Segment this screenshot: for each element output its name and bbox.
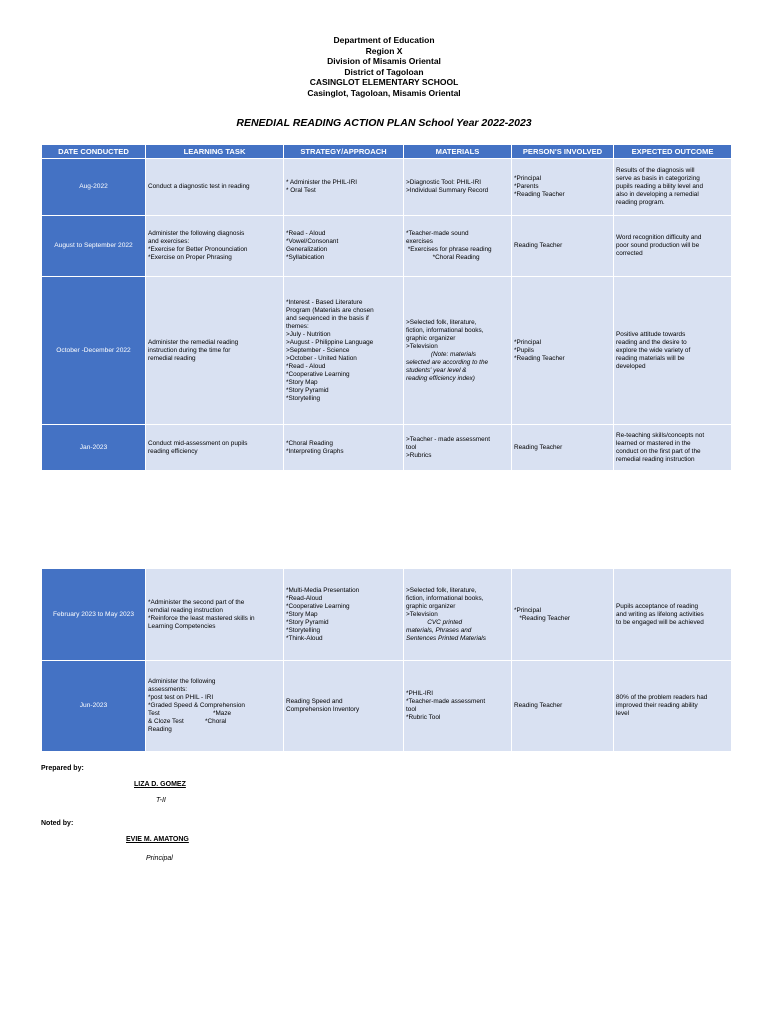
cell-text-line: assessments: <box>148 686 188 693</box>
cell-text-line: corrected <box>616 250 643 257</box>
cell-text-line: Comprehension Inventory <box>286 706 360 713</box>
materials-note-line: Sentences Printed Materials <box>406 634 486 642</box>
cell-text-line: >Teacher - made assessment <box>406 435 491 443</box>
cell-text-line: *Reinforce the least mastered skills in <box>148 614 255 622</box>
date-conducted-cell: August to September 2022 <box>42 216 146 277</box>
date-conducted-cell: Jun-2023 <box>42 661 146 752</box>
cell-text-line: developed <box>616 362 646 370</box>
cell-text-line: & Cloze Test *Choral <box>148 718 227 725</box>
cell-text-line: >Selected folk, literature, <box>406 318 477 326</box>
header-line: Casinglot, Tagoloan, Misamis Oriental <box>307 87 461 98</box>
cell-text-line: *Rubric Tool <box>406 714 441 721</box>
cell-text-line: improved their reading ability <box>616 702 698 709</box>
cell-text-line: *Graded Speed & Comprehension <box>148 702 245 709</box>
header-line: Division of Misamis Oriental <box>327 56 441 66</box>
preparer-name: LIZA D. GOMEZ <box>134 781 186 788</box>
action-plan-table-part-1 <box>41 144 732 471</box>
persons-involved-cell <box>512 159 614 216</box>
cell-text-line: pupils reading a bility level and <box>616 183 704 190</box>
cell-text-line: reading efficiency <box>148 447 198 455</box>
cell-text-line: Reading Speed and <box>286 698 343 705</box>
action-plan-table-part-2 <box>41 568 732 752</box>
learning-task-cell <box>146 661 284 752</box>
expected-outcome-cell <box>614 425 732 471</box>
cell-text-line: Reading Teacher <box>514 242 563 249</box>
table-row <box>42 425 732 471</box>
cell-text-line: *Story Map <box>286 378 318 386</box>
header-line: CASINGLOT ELEMENTARY SCHOOL <box>309 77 459 87</box>
cell-text-line: graphic organizer <box>406 334 456 342</box>
cell-text-line: conduct on the first part of the <box>616 447 701 455</box>
persons-involved-cell <box>512 425 614 471</box>
cell-text-line: Pupils acceptance of reading <box>616 602 699 610</box>
cell-text-line: *Teacher-made sound <box>406 230 469 237</box>
cell-text-line: *Storytelling <box>286 394 321 402</box>
cell-text-line: *Read-Aloud <box>286 594 323 602</box>
cell-text-line: and writing as lifelong activities <box>616 610 704 618</box>
strategy-cell <box>284 661 404 752</box>
column-header-strategy: STRATEGY/APPROACH <box>284 145 404 159</box>
cell-text-line: *PHIL-IRI <box>406 690 433 697</box>
cell-text-line: *Cooperative Learning <box>286 602 350 610</box>
cell-text-line: graphic organizer <box>406 602 456 610</box>
strategy-cell <box>284 216 404 277</box>
cell-text-line: *Choral Reading <box>406 254 480 261</box>
cell-text-line: Reading Teacher <box>514 443 563 451</box>
cell-text-line: also in developing a remedial <box>616 191 699 198</box>
cell-text-line: remedial reading instruction <box>616 455 695 463</box>
cell-text-line: Results of the diagnosis will <box>616 167 695 174</box>
column-header-outcome: EXPECTED OUTCOME <box>614 145 732 159</box>
materials-cell <box>404 277 512 425</box>
cell-text-line: remdial reading instruction <box>148 606 223 614</box>
cell-text-line: serve as basis in categorizing <box>616 175 700 182</box>
expected-outcome-cell <box>614 216 732 277</box>
expected-outcome-cell <box>614 277 732 425</box>
cell-text-line: Learning Competencies <box>148 622 216 630</box>
cell-text-line: *Story Pyramid <box>286 618 329 626</box>
column-header-task: LEARNING TASK <box>146 145 284 159</box>
cell-text-line: *Reading Teacher <box>514 354 565 362</box>
cell-text-line: Administer the remedial reading <box>148 338 239 346</box>
cell-text-line: level <box>616 710 630 717</box>
cell-text-line: fiction, informational books, <box>406 594 484 602</box>
cell-text-line: remedial reading <box>148 354 196 362</box>
date-conducted-cell: Aug-2022 <box>42 159 146 216</box>
cell-text-line: Reading Teacher <box>514 702 563 709</box>
materials-note-line: reading efficiency index) <box>406 374 475 382</box>
materials-note-line: materials, Phrases and <box>406 626 472 634</box>
cell-text-line: Word recognition difficulty and <box>616 234 702 241</box>
cell-text-line: >Diagnostic Tool: PHIL-IRI <box>406 179 482 186</box>
document-header <box>0 35 768 98</box>
strategy-cell <box>284 277 404 425</box>
learning-task-cell <box>146 425 284 471</box>
table-row <box>42 216 732 277</box>
strategy-cell <box>284 159 404 216</box>
cell-text-line: *Parents <box>514 183 539 190</box>
header-line: District of Tagoloan <box>344 66 424 77</box>
materials-cell <box>404 569 512 661</box>
cell-text-line: *Storytelling <box>286 626 321 634</box>
materials-note-line: (Note: materials <box>406 350 476 358</box>
cell-text-line: and exercises: <box>148 238 190 245</box>
date-conducted-cell: February 2023 to May 2023 <box>42 569 146 661</box>
cell-text-line: *Choral Reading <box>286 439 333 447</box>
cell-text-line: * Oral Test <box>286 187 316 194</box>
cell-text-line: to be engaged will be achieved <box>616 618 704 626</box>
table-header-row <box>42 145 732 159</box>
cell-text-line: *Interest - Based Literature <box>286 298 363 306</box>
cell-text-line: Reading <box>148 726 172 733</box>
materials-cell <box>404 159 512 216</box>
cell-text-line: *Cooperative Learning <box>286 370 350 378</box>
noted-by-label: Noted by: <box>41 820 74 827</box>
cell-text-line: reading and the desire to <box>616 338 687 346</box>
cell-text-line: *Multi-Media Presentation <box>286 586 360 594</box>
learning-task-cell <box>146 277 284 425</box>
cell-text-line: *Syllabication <box>286 254 325 261</box>
expected-outcome-cell <box>614 159 732 216</box>
strategy-cell <box>284 425 404 471</box>
noter-position: Principal <box>146 855 173 862</box>
header-line: Department of Education <box>333 35 435 45</box>
cell-text-line: >August - Philippine Language <box>286 338 374 346</box>
materials-cell <box>404 425 512 471</box>
cell-text-line: >Television <box>406 610 438 618</box>
cell-text-line: *Pupils <box>514 346 534 354</box>
preparer-position: T-II <box>156 797 166 804</box>
cell-text-line: *Teacher-made assessment <box>406 698 486 705</box>
cell-text-line: themes: <box>286 322 309 330</box>
cell-text-line: * Administer the PHIL-IRI <box>286 179 358 186</box>
cell-text-line: Conduct mid-assessment on pupils <box>148 439 248 447</box>
strategy-cell <box>284 569 404 661</box>
cell-text-line: Administer the following <box>148 678 216 685</box>
document-title: RENEDIAL READING ACTION PLAN School Year 2022-2023 <box>236 117 532 129</box>
cell-text-line: *Exercises for phrase reading <box>406 246 492 253</box>
table-row <box>42 661 732 752</box>
cell-text-line: fiction, informational books, <box>406 326 484 334</box>
materials-cell <box>404 216 512 277</box>
cell-text-line: *Principal <box>514 175 541 182</box>
cell-text-line: exercises <box>406 238 433 245</box>
cell-text-line: reading materials will be <box>616 354 685 362</box>
cell-text-line: reading program. <box>616 199 665 206</box>
cell-text-line: *Administer the second part of the <box>148 598 245 606</box>
column-header-date: DATE CONDUCTED <box>42 145 146 159</box>
cell-text-line: >Individual Summary Record <box>406 187 489 194</box>
cell-text-line: *Interpreting Graphs <box>286 447 344 455</box>
cell-text-line: *Reading Teacher <box>514 614 571 622</box>
date-conducted-cell: October -December 2022 <box>42 277 146 425</box>
table-row <box>42 569 732 661</box>
cell-text-line: >July - Nutrition <box>286 330 331 338</box>
cell-text-line: Program (Materials are chosen <box>286 306 374 314</box>
header-line: Region X <box>365 45 403 56</box>
cell-text-line: Re-teaching skills/concepts not <box>616 431 705 439</box>
cell-text-line: poor sound production will be <box>616 242 700 249</box>
noter-name: EVIE M. AMATONG <box>126 836 189 843</box>
cell-text-line: >Selected folk, literature, <box>406 586 477 594</box>
cell-text-line: tool <box>406 706 417 713</box>
cell-text-line: Test *Maze <box>148 710 232 717</box>
cell-text-line: *Vowel/Consonant <box>286 238 339 245</box>
persons-involved-cell <box>512 216 614 277</box>
materials-note-line: students' year level & <box>406 366 467 374</box>
cell-text-line: explore the wide variety of <box>616 346 691 354</box>
persons-involved-cell <box>512 277 614 425</box>
column-header-materials: MATERIALS <box>404 145 512 159</box>
cell-text-line: Generalization <box>286 246 328 253</box>
expected-outcome-cell <box>614 661 732 752</box>
cell-text-line: *Think-Aloud <box>286 634 323 642</box>
cell-text-line: >Television <box>406 342 438 350</box>
cell-text-line: *Principal <box>514 606 541 614</box>
cell-text-line: instruction during the time for <box>148 346 231 354</box>
cell-text-line: >September - Science <box>286 346 350 354</box>
date-conducted-cell: Jan-2023 <box>42 425 146 471</box>
cell-text-line: Conduct a diagnostic test in reading <box>148 183 250 190</box>
cell-text-line: >October - United Nation <box>286 354 357 362</box>
cell-text-line: >Rubrics <box>406 451 432 459</box>
learning-task-cell <box>146 216 284 277</box>
cell-text-line: *Exercise on Proper Phrasing <box>148 254 232 261</box>
table-row <box>42 277 732 425</box>
persons-involved-cell <box>512 569 614 661</box>
materials-cell <box>404 661 512 752</box>
cell-text-line: *Story Pyramid <box>286 386 329 394</box>
prepared-by-label: Prepared by: <box>41 765 84 772</box>
cell-text-line: *Story Map <box>286 610 318 618</box>
learning-task-cell <box>146 569 284 661</box>
cell-text-line: *Principal <box>514 338 541 346</box>
cell-text-line: Administer the following diagnosis <box>148 230 245 237</box>
cell-text-line: tool <box>406 443 417 451</box>
cell-text-line: 80% of the problem readers had <box>616 694 708 701</box>
cell-text-line: *Exercise for Better Pronounciation <box>148 246 248 253</box>
column-header-persons: PERSON'S INVOLVED <box>512 145 614 159</box>
learning-task-cell <box>146 159 284 216</box>
cell-text-line: and sequenced in the basis if <box>286 314 369 322</box>
materials-note-line: CVC printed <box>406 618 463 626</box>
expected-outcome-cell <box>614 569 732 661</box>
persons-involved-cell <box>512 661 614 752</box>
cell-text-line: *post test on PHIL - IRI <box>148 694 214 701</box>
materials-note-line: selected are according to the <box>406 358 489 366</box>
cell-text-line: Positive attitude towards <box>616 330 686 338</box>
cell-text-line: *Read - Aloud <box>286 230 326 237</box>
cell-text-line: learned or mastered in the <box>616 439 691 447</box>
cell-text-line: *Read - Aloud <box>286 362 326 370</box>
cell-text-line: *Reading Teacher <box>514 191 565 198</box>
table-row <box>42 159 732 216</box>
